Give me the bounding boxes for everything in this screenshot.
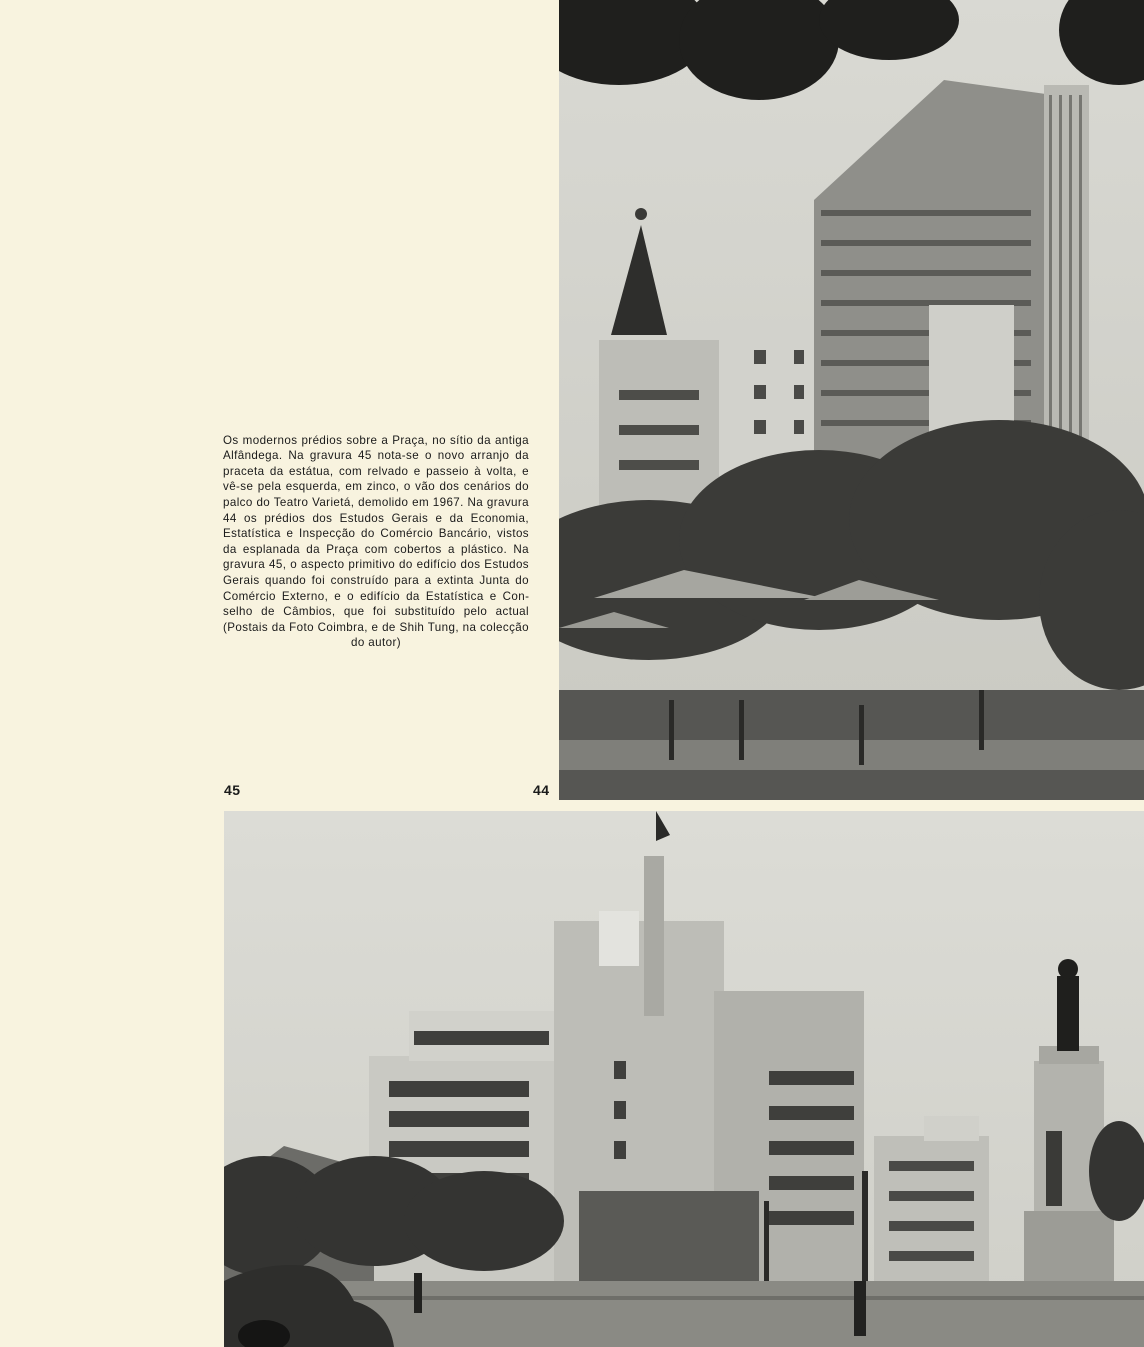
figure-number-44: 44 bbox=[533, 782, 550, 798]
photo-caption: Os modernos prédios sobre a Praça, no sítio da antiga Alfândega. Na gravura 45 nota-se o novo arranjo da praceta da estátua, com relvado e passeio à volta, e vê-se pela esquerda, em zinco, o vão dos cenários do palco do Teatro Varietá, demolido em 1967. Na gravura 44 os prédios dos Estudos Gerais e da Economia, Estatística e Inspecção do Comércio Bancário, vistos da esplanada da Praça com cobertos a plástico. Na gravura 45, o aspecto primitivo do edifício dos Estudos Gerais quando foi construído para a extinta Junta do Comércio Externo, e o edifício da Estatística e Conselho de Câmbios, que foi substituído pelo actual (Postais da Foto Coimbra, e de Shih Tung, na colecção do autor) bbox=[223, 433, 529, 650]
figure-number-45: 45 bbox=[224, 782, 241, 798]
photo-estudos-gerais-building bbox=[224, 811, 1144, 1347]
photo-modern-buildings bbox=[559, 0, 1144, 800]
